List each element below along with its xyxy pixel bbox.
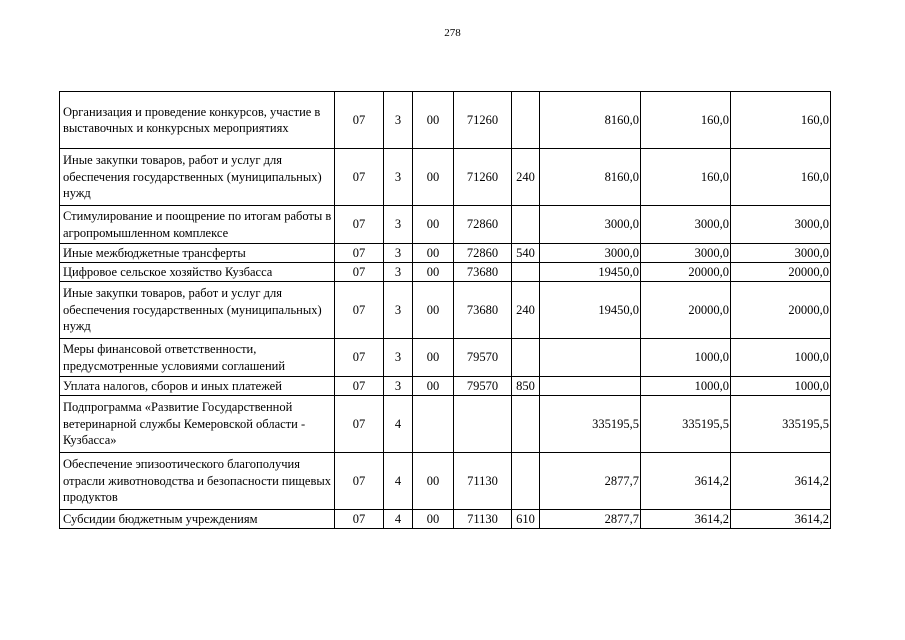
expense-type-cell <box>512 453 540 510</box>
amount-year3-cell: 1000,0 <box>731 377 831 396</box>
table-row <box>60 149 831 206</box>
amount-year3-cell: 20000,0 <box>731 282 831 339</box>
amount-year1-cell: 19450,0 <box>540 263 641 282</box>
expense-type-cell <box>512 206 540 244</box>
direction-code-cell: 00 <box>413 244 454 263</box>
subprogram-code-cell: 3 <box>384 282 413 339</box>
target-code-cell: 71130 <box>454 453 512 510</box>
direction-code-cell: 00 <box>413 339 454 377</box>
table-row <box>60 377 831 396</box>
expense-type-cell: 850 <box>512 377 540 396</box>
target-code-cell: 79570 <box>454 377 512 396</box>
amount-year2-cell: 3614,2 <box>641 510 731 529</box>
amount-year3-cell: 335195,5 <box>731 396 831 453</box>
table-row <box>60 206 831 244</box>
target-code-cell: 71260 <box>454 149 512 206</box>
table-row <box>60 263 831 282</box>
direction-code-cell: 00 <box>413 206 454 244</box>
target-code-cell: 72860 <box>454 244 512 263</box>
subprogram-code-cell: 4 <box>384 510 413 529</box>
amount-year1-cell: 3000,0 <box>540 206 641 244</box>
expense-type-cell: 610 <box>512 510 540 529</box>
amount-year3-cell: 3000,0 <box>731 206 831 244</box>
target-code-cell: 71130 <box>454 510 512 529</box>
amount-year2-cell: 1000,0 <box>641 339 731 377</box>
direction-code-cell: 00 <box>413 149 454 206</box>
subprogram-code-cell: 3 <box>384 377 413 396</box>
subprogram-code-cell: 3 <box>384 263 413 282</box>
program-code-cell: 07 <box>335 149 384 206</box>
amount-year1-cell: 2877,7 <box>540 453 641 510</box>
expense-type-cell: 240 <box>512 149 540 206</box>
program-code-cell: 07 <box>335 206 384 244</box>
amount-year3-cell: 1000,0 <box>731 339 831 377</box>
amount-year3-cell: 3614,2 <box>731 453 831 510</box>
subprogram-code-cell: 3 <box>384 92 413 149</box>
amount-year1-cell: 19450,0 <box>540 282 641 339</box>
expense-type-cell <box>512 263 540 282</box>
program-code-cell: 07 <box>335 453 384 510</box>
direction-code-cell: 00 <box>413 377 454 396</box>
expense-type-cell: 240 <box>512 282 540 339</box>
program-code-cell: 07 <box>335 92 384 149</box>
expense-type-cell <box>512 92 540 149</box>
table-row <box>60 453 831 510</box>
amount-year3-cell: 160,0 <box>731 149 831 206</box>
row-name-cell: Меры финансовой ответственности, предусмотренные условиями соглашений <box>60 339 335 377</box>
program-code-cell: 07 <box>335 263 384 282</box>
table-row <box>60 92 831 149</box>
direction-code-cell: 00 <box>413 263 454 282</box>
amount-year1-cell: 8160,0 <box>540 92 641 149</box>
direction-code-cell: 00 <box>413 92 454 149</box>
target-code-cell <box>454 396 512 453</box>
amount-year2-cell: 3000,0 <box>641 244 731 263</box>
row-name-cell: Подпрограмма «Развитие Государственной ветеринарной службы Кемеровской области - Кузбасса» <box>60 396 335 453</box>
target-code-cell: 79570 <box>454 339 512 377</box>
amount-year2-cell: 20000,0 <box>641 263 731 282</box>
row-name-cell: Цифровое сельское хозяйство Кузбасса <box>60 263 335 282</box>
direction-code-cell: 00 <box>413 282 454 339</box>
row-name-cell: Организация и проведение конкурсов, участие в выставочных и конкурсных мероприятиях <box>60 92 335 149</box>
program-code-cell: 07 <box>335 396 384 453</box>
row-name-cell: Иные закупки товаров, работ и услуг для обеспечения государственных (муниципальных) нужд <box>60 149 335 206</box>
direction-code-cell: 00 <box>413 453 454 510</box>
amount-year2-cell: 20000,0 <box>641 282 731 339</box>
row-name-cell: Стимулирование и поощрение по итогам работы в агропромышленном комплексе <box>60 206 335 244</box>
row-name-cell: Обеспечение эпизоотического благополучия отрасли животноводства и безопасности пищевых продуктов <box>60 453 335 510</box>
amount-year2-cell: 160,0 <box>641 149 731 206</box>
program-code-cell: 07 <box>335 339 384 377</box>
subprogram-code-cell: 3 <box>384 206 413 244</box>
subprogram-code-cell: 3 <box>384 339 413 377</box>
amount-year2-cell: 1000,0 <box>641 377 731 396</box>
amount-year2-cell: 335195,5 <box>641 396 731 453</box>
amount-year2-cell: 3614,2 <box>641 453 731 510</box>
amount-year1-cell: 8160,0 <box>540 149 641 206</box>
amount-year1-cell <box>540 377 641 396</box>
amount-year1-cell: 335195,5 <box>540 396 641 453</box>
expense-type-cell <box>512 396 540 453</box>
program-code-cell: 07 <box>335 282 384 339</box>
subprogram-code-cell: 3 <box>384 244 413 263</box>
direction-code-cell <box>413 396 454 453</box>
table-row <box>60 244 831 263</box>
amount-year1-cell <box>540 339 641 377</box>
target-code-cell: 72860 <box>454 206 512 244</box>
table-row <box>60 510 831 529</box>
amount-year2-cell: 3000,0 <box>641 206 731 244</box>
row-name-cell: Субсидии бюджетным учреждениям <box>60 510 335 529</box>
row-name-cell: Иные закупки товаров, работ и услуг для обеспечения государственных (муниципальных) нужд <box>60 282 335 339</box>
target-code-cell: 73680 <box>454 263 512 282</box>
amount-year1-cell: 3000,0 <box>540 244 641 263</box>
program-code-cell: 07 <box>335 510 384 529</box>
program-code-cell: 07 <box>335 377 384 396</box>
subprogram-code-cell: 4 <box>384 453 413 510</box>
amount-year1-cell: 2877,7 <box>540 510 641 529</box>
amount-year3-cell: 160,0 <box>731 92 831 149</box>
direction-code-cell: 00 <box>413 510 454 529</box>
row-name-cell: Иные межбюджетные трансферты <box>60 244 335 263</box>
subprogram-code-cell: 4 <box>384 396 413 453</box>
subprogram-code-cell: 3 <box>384 149 413 206</box>
expense-type-cell <box>512 339 540 377</box>
row-name-cell: Уплата налогов, сборов и иных платежей <box>60 377 335 396</box>
table-row <box>60 339 831 377</box>
amount-year3-cell: 20000,0 <box>731 263 831 282</box>
target-code-cell: 73680 <box>454 282 512 339</box>
table-row <box>60 282 831 339</box>
program-code-cell: 07 <box>335 244 384 263</box>
budget-table <box>59 91 831 529</box>
amount-year2-cell: 160,0 <box>641 92 731 149</box>
amount-year3-cell: 3000,0 <box>731 244 831 263</box>
amount-year3-cell: 3614,2 <box>731 510 831 529</box>
table-row <box>60 396 831 453</box>
target-code-cell: 71260 <box>454 92 512 149</box>
expense-type-cell: 540 <box>512 244 540 263</box>
page-number: 278 <box>444 27 461 39</box>
